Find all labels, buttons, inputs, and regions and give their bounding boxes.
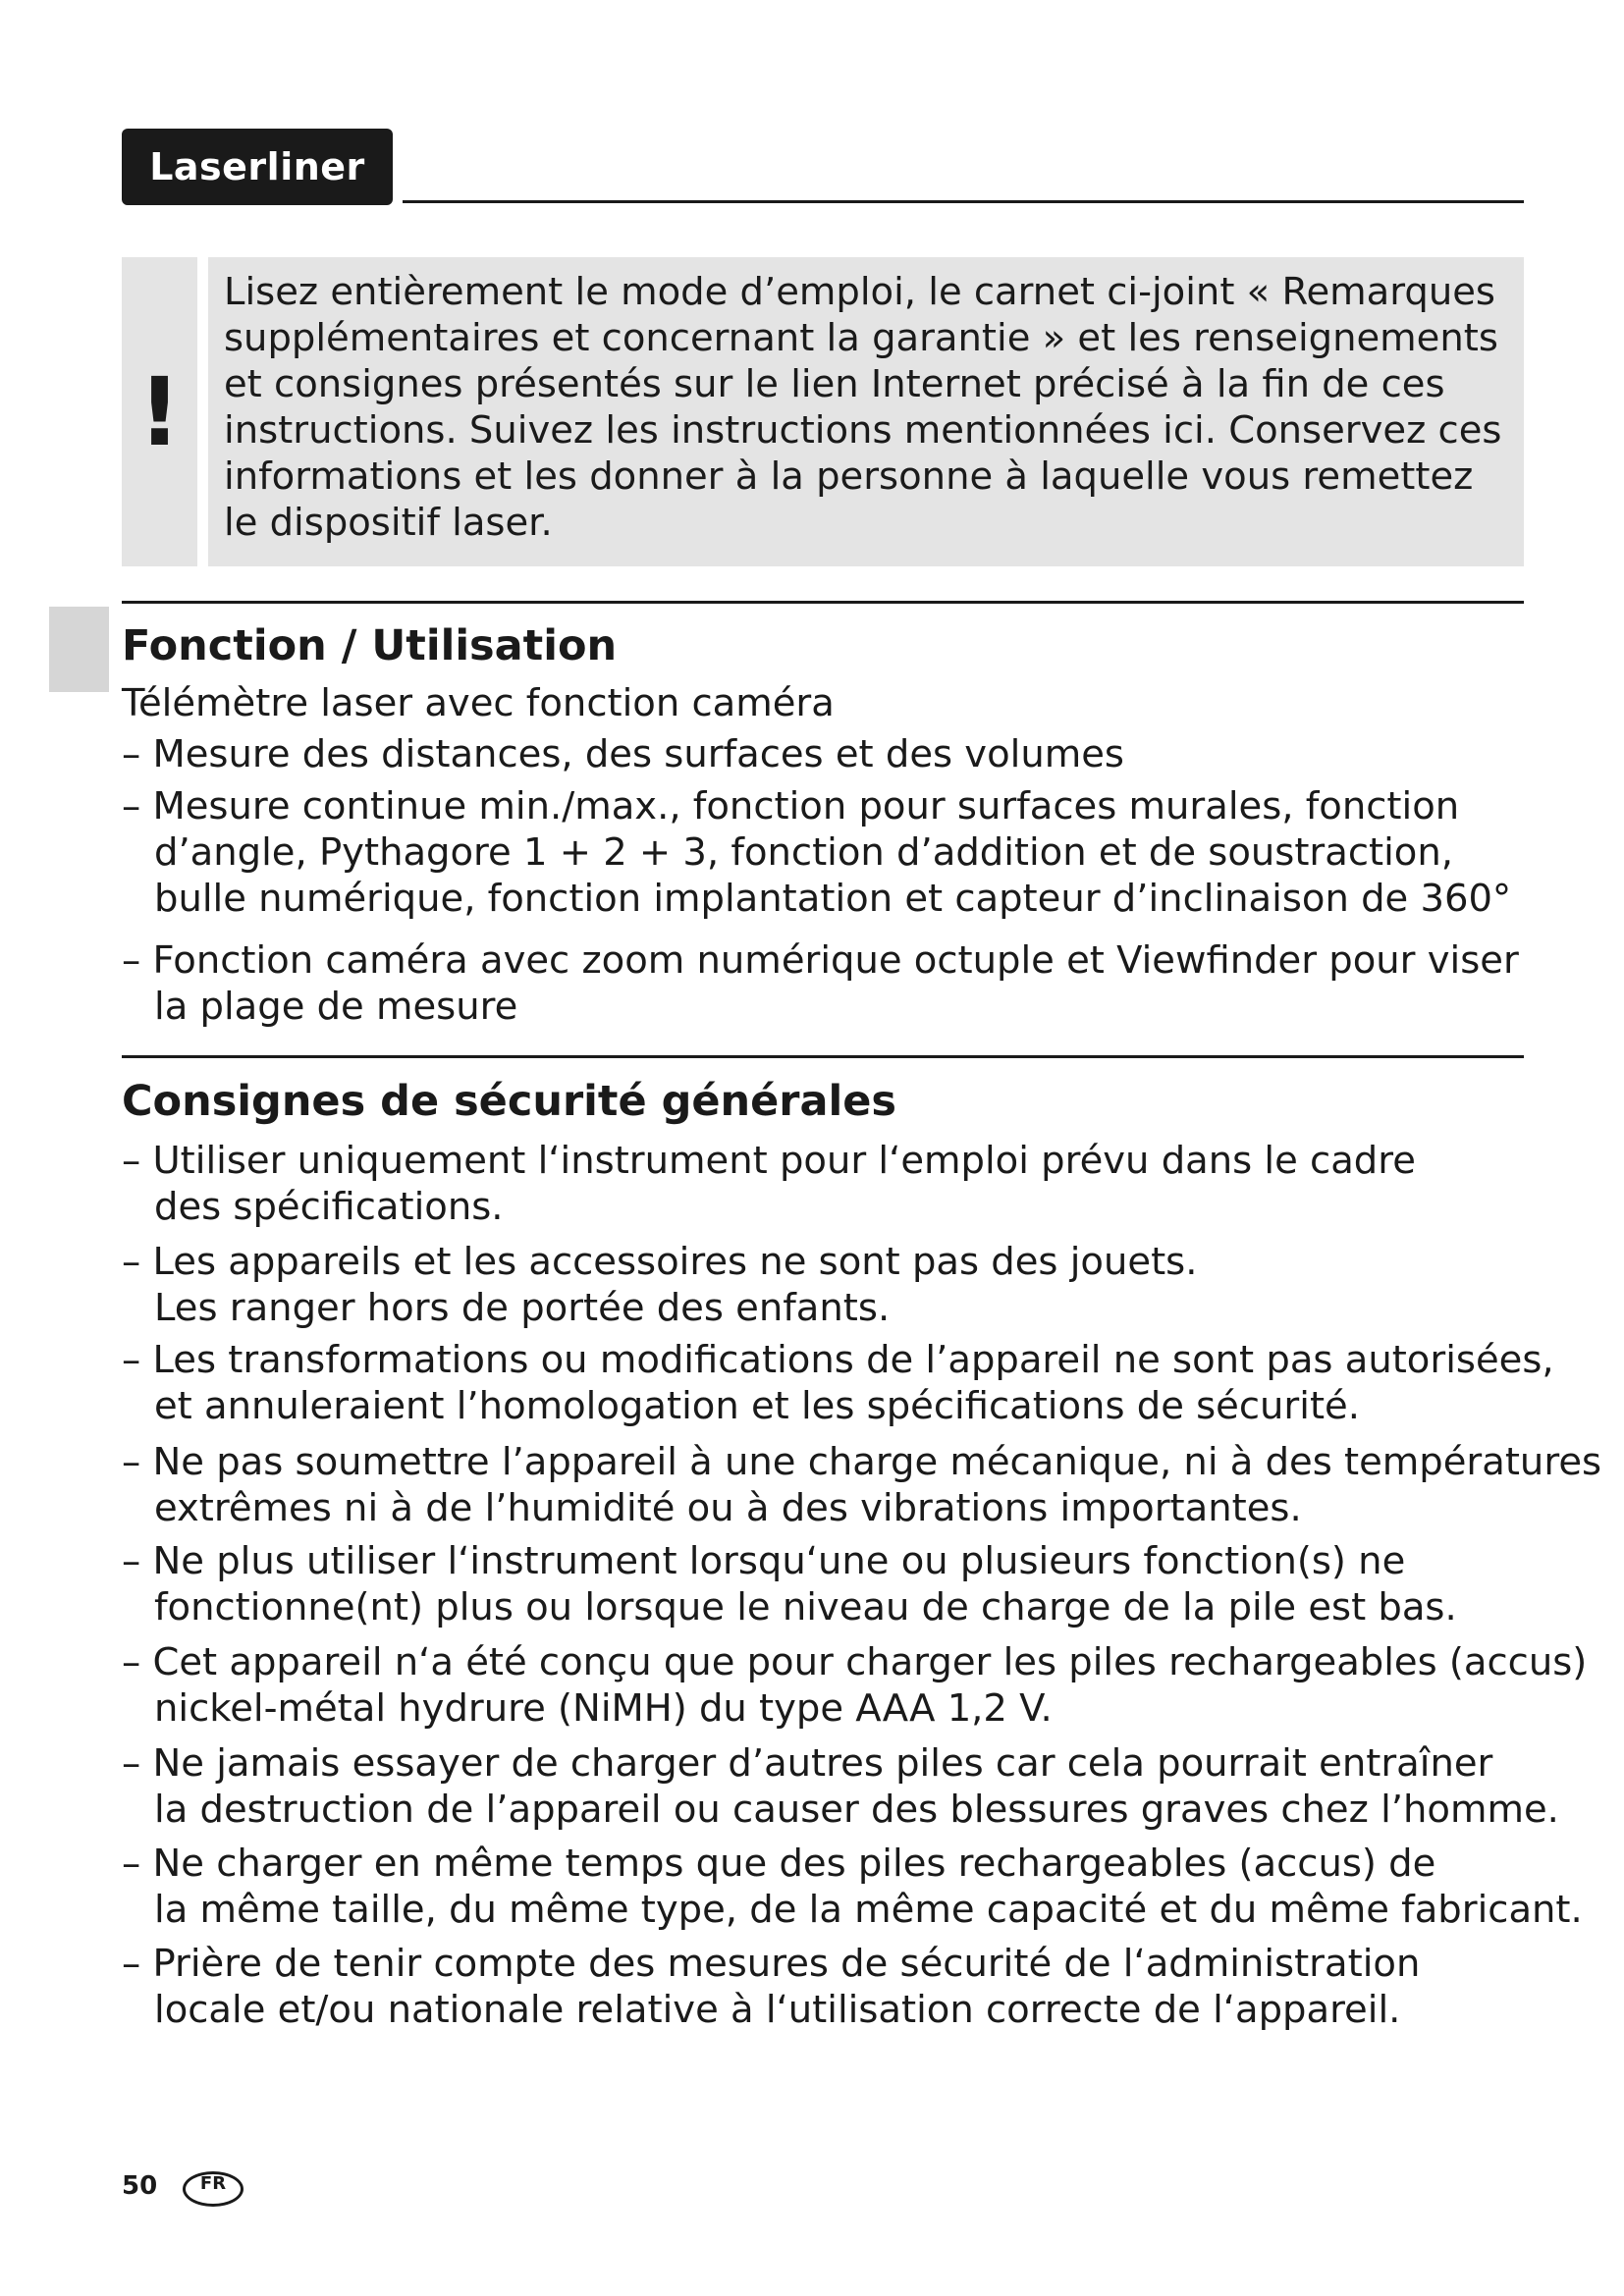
list-item-line: – Ne jamais essayer de charger d’autres piles car cela pourrait entraîner xyxy=(122,1741,1493,1786)
list-item-line: – Les appareils et les accessoires ne sont pas des jouets. xyxy=(122,1240,1198,1284)
notice-line: informations et les donner à la personne à laquelle vous remettez xyxy=(224,454,1474,499)
list-item-line: des spécifications. xyxy=(154,1185,504,1229)
list-item-line: – Ne pas soumettre l’appareil à une charge mécanique, ni à des températures xyxy=(122,1440,1602,1484)
list-item xyxy=(122,1841,1583,1933)
list-item xyxy=(122,1639,1588,1732)
section-title-securite: Consignes de sécurité générales xyxy=(122,1077,897,1126)
language-badge: FR xyxy=(183,2171,244,2207)
notice-text xyxy=(224,269,1510,546)
list-item-line: bulle numérique, fonction implantation et capteur d’inclinaison de 360° xyxy=(154,877,1512,921)
list-item xyxy=(122,1538,1536,1630)
list-item-line: – Mesure des distances, des surfaces et des volumes xyxy=(122,732,1124,776)
list-item-line: – Ne charger en même temps que des piles rechargeables (accus) de xyxy=(122,1842,1436,1886)
list-item xyxy=(122,1941,1536,2033)
list-item xyxy=(122,1740,1559,1833)
list-item-line: fonctionne(nt) plus ou lorsque le niveau de charge de la pile est bas. xyxy=(154,1585,1457,1629)
list-item-line: et annuleraient l’homologation et les spécifications de sécurité. xyxy=(154,1384,1360,1428)
list-item-line: la destruction de l’appareil ou causer des blessures graves chez l’homme. xyxy=(154,1788,1559,1832)
section-rule xyxy=(122,601,1524,604)
notice-line: supplémentaires et concernant la garantie » et les renseignements xyxy=(224,316,1498,360)
list-item-line: locale et/ou nationale relative à l‘utilisation correcte de l‘appareil. xyxy=(154,1988,1401,2032)
list-item xyxy=(122,783,1536,922)
notice-box xyxy=(208,257,1524,566)
list-item xyxy=(122,1138,1536,1230)
list-item-line: – Mesure continue min./max., fonction pour surfaces murales, fonction xyxy=(122,784,1460,828)
list-item xyxy=(122,1337,1554,1429)
list-item xyxy=(122,937,1536,1030)
list-item xyxy=(122,731,1536,777)
list-item xyxy=(122,1239,1536,1331)
list-item-line: la plage de mesure xyxy=(154,985,518,1029)
section-title-fonction: Fonction / Utilisation xyxy=(122,621,618,670)
notice-line: Lisez entièrement le mode d’emploi, le carnet ci-joint « Remarques xyxy=(224,270,1495,314)
header-rule xyxy=(403,200,1524,203)
exclamation-icon: ! xyxy=(137,356,182,467)
notice-line: le dispositif laser. xyxy=(224,501,553,545)
list-item-line: la même taille, du même type, de la même capacité et du même fabricant. xyxy=(154,1888,1583,1932)
list-item-line: extrêmes ni à de l’humidité ou à des vibrations importantes. xyxy=(154,1486,1302,1530)
list-item-line: Les ranger hors de portée des enfants. xyxy=(154,1286,891,1330)
list-item-line: – Cet appareil n‘a été conçu que pour charger les piles rechargeables (accus) xyxy=(122,1640,1588,1684)
section-side-tab xyxy=(49,607,109,692)
page-number: 50 xyxy=(122,2171,158,2201)
list-item-line: d’angle, Pythagore 1 + 2 + 3, fonction d’addition et de soustraction, xyxy=(154,830,1454,875)
notice-line: et consignes présentés sur le lien Internet précisé à la fin de ces xyxy=(224,362,1445,406)
brand-logo: Laserliner xyxy=(122,129,393,205)
notice-line: instructions. Suivez les instructions mentionnées ici. Conservez ces xyxy=(224,408,1502,453)
section-rule xyxy=(122,1055,1524,1058)
list-item xyxy=(122,1439,1602,1531)
list-item-line: – Ne plus utiliser l‘instrument lorsqu‘une ou plusieurs fonction(s) ne xyxy=(122,1539,1406,1583)
list-item-line: – Fonction caméra avec zoom numérique octuple et Viewfinder pour viser xyxy=(122,938,1519,983)
list-item-line: nickel-métal hydrure (NiMH) du type AAA 1,2 V. xyxy=(154,1686,1053,1731)
list-item-line: – Prière de tenir compte des mesures de sécurité de l‘administration xyxy=(122,1942,1421,1986)
list-item-line: – Les transformations ou modifications de l’appareil ne sont pas autorisées, xyxy=(122,1338,1554,1382)
fonction-intro: Télémètre laser avec fonction caméra xyxy=(122,681,835,725)
list-item-line: – Utiliser uniquement l‘instrument pour l‘emploi prévu dans le cadre xyxy=(122,1139,1416,1183)
